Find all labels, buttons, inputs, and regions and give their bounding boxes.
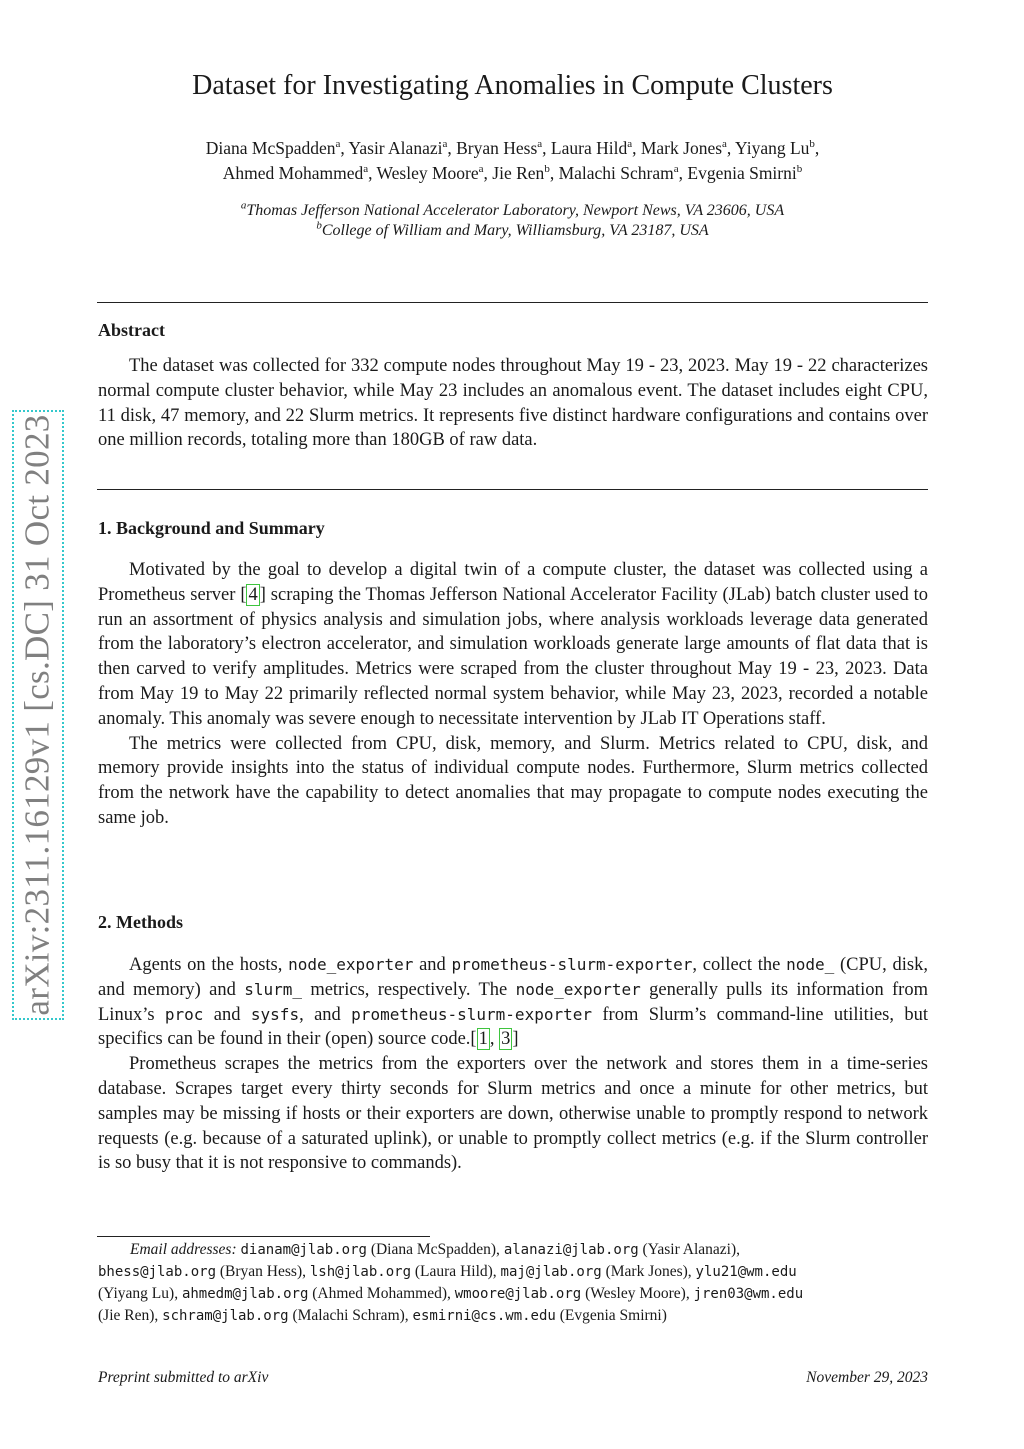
code-term: slurm_: [244, 979, 302, 999]
author-name: Laura Hild: [550, 138, 628, 158]
email-link[interactable]: jren03@wm.edu: [693, 1286, 804, 1302]
paper-title: Dataset for Investigating Anomalies in Compute Clusters: [192, 70, 833, 101]
author-affiliation-mark: a: [335, 138, 341, 151]
section-2-paragraph-1: [98, 953, 928, 1052]
text-run: , collect the: [692, 955, 787, 975]
affiliation-text: Thomas Jefferson National Accelerator Laboratory, Newport News, VA 23606, USA: [246, 202, 785, 219]
email-link[interactable]: ahmedm@jlab.org: [181, 1286, 309, 1302]
arxiv-identifier-text: arXiv:2311.16129v1 [cs.DC] 31 Oct 2023: [18, 414, 58, 1016]
citation-link[interactable]: 1: [478, 1029, 488, 1050]
email-owner: (Laura Hild),: [414, 1263, 497, 1280]
text-run: and: [203, 1004, 251, 1025]
author-line-2: Ahmed Mohammed$^a$, Wesley Moore$^a$, Jie Ren$^b$, Malachi Schram$^a$, Evgenia Smirni$^b$: [222, 163, 803, 183]
abstract-heading: Abstract: [98, 320, 165, 340]
author-affiliation-mark: a: [363, 163, 369, 176]
email-owner: (Yiyang Lu),: [98, 1285, 179, 1302]
author-affiliation-mark: b: [809, 138, 815, 151]
author-name: Wesley Moore: [376, 163, 479, 183]
email-owner: (Yasir Alanazi),: [642, 1241, 740, 1258]
author-name: Ahmed Mohammed: [222, 163, 364, 183]
code-term: prometheus-slurm-exporter: [451, 955, 693, 974]
email-footnote: [98, 1239, 928, 1327]
author-name: Evgenia Smirni: [687, 163, 797, 183]
text-run: generally pulls its information from Linux’s: [98, 979, 928, 1025]
text-run: ,: [489, 1029, 500, 1050]
author-name: Yasir Alanazi: [348, 138, 443, 158]
section-1-body: [98, 558, 928, 831]
code-term: prometheus-slurm-exporter: [351, 1004, 592, 1024]
email-link[interactable]: dianam@jlab.org: [240, 1242, 367, 1258]
email-owner: (Diana McSpadden),: [370, 1241, 500, 1258]
citation-link[interactable]: 4: [248, 584, 258, 605]
author-affiliation-mark: a: [722, 138, 727, 151]
abstract-bottom-rule: [97, 489, 928, 490]
footnote-label-text: Email addresses:: [130, 1241, 237, 1258]
affiliation-list: [97, 201, 928, 241]
section-1-heading: 1. Background and Summary: [98, 518, 325, 538]
section-1-paragraph-1: [98, 558, 928, 732]
author-affiliation-mark: a: [442, 138, 448, 151]
footnote-rule: [97, 1236, 430, 1237]
text-run: (CPU, disk, and memory) and: [98, 955, 928, 1000]
code-term: sysfs: [250, 1004, 300, 1024]
section-1-paragraph-2: The metrics were collected from CPU, disk, memory, and Slurm. Metrics related to CPU, disk, and memory provide insights into the status of individual compute nodes. Furthermore, Slurm metrics collected from the network have the capability to detect anomalies that may propagate to compute nodes executing the same job.: [98, 733, 928, 828]
abstract-paragraph: The dataset was collected for 332 compute nodes throughout May 19 - 23, 2023. May 19 - 22 characterizes normal compute cluster behavior, while May 23 includes an anomalous event. The dataset includes eight CPU, 11 disk, 47 memory, and 22 Slurm metrics. It represents five distinct hardware configurations and contains over one million records, totaling more than 180GB of raw data.: [98, 356, 928, 451]
text-run: ]: [512, 1029, 519, 1050]
author-affiliation-mark: a: [537, 138, 543, 151]
text-run: Motivated by the goal to develop a digital twin of a compute cluster, the dataset was collected using a Prometheus server [: [98, 560, 928, 605]
affiliation-b: [97, 221, 928, 241]
affiliation-mark: b: [316, 219, 322, 232]
author-list: [97, 136, 928, 186]
affiliation-text: College of William and Mary, Williamsburg, VA 23187, USA: [321, 222, 709, 239]
affiliation-a: [97, 201, 928, 221]
section-2-body: [98, 953, 928, 1176]
email-link[interactable]: esmirni@cs.wm.edu: [412, 1308, 556, 1324]
email-link[interactable]: wmoore@jlab.org: [454, 1286, 582, 1302]
arxiv-identifier-stamp: [12, 410, 64, 1020]
footer-date: November 29, 2023: [806, 1369, 928, 1386]
affiliation-mark: a: [240, 199, 247, 212]
email-owner: (Wesley Moore),: [585, 1285, 690, 1302]
author-affiliation-mark: a: [478, 163, 484, 176]
email-link[interactable]: alanazi@jlab.org: [503, 1242, 639, 1258]
email-owner: (Mark Jones),: [605, 1263, 692, 1280]
author-affiliation-mark: a: [627, 138, 633, 151]
footer-preprint-note: Preprint submitted to arXiv: [98, 1369, 269, 1386]
author-name: Malachi Schram: [558, 163, 674, 183]
text-run: , and: [299, 1004, 352, 1025]
email-owner: (Evgenia Smirni): [559, 1307, 667, 1324]
section-2-paragraph-2: Prometheus scrapes the metrics from the exporters over the network and stores them in a time-series database. Scrapes target every thirty seconds for Slurm metrics and once a minute for other metrics, but samples may be missing if hosts or their exporters are down, otherwise unable to promptly respond to network requests (e.g. because of a saturated uplink), or unable to promptly collect metrics (e.g. if the Slurm controller is so busy that it is not responsive to commands).: [98, 1054, 928, 1174]
email-link[interactable]: lsh@jlab.org: [309, 1264, 412, 1280]
email-link[interactable]: ylu21@wm.edu: [695, 1264, 797, 1280]
code-term: proc: [164, 1004, 204, 1024]
citation-link[interactable]: 3: [501, 1029, 511, 1050]
footnote-label: [98, 1241, 237, 1258]
email-link[interactable]: schram@jlab.org: [162, 1308, 289, 1324]
author-name: Bryan Hess: [456, 138, 538, 158]
section-2-heading: 2. Methods: [98, 912, 183, 932]
code-term: node_: [786, 955, 835, 974]
abstract-body: [98, 354, 928, 453]
email-link[interactable]: maj@jlab.org: [500, 1264, 602, 1280]
email-owner: (Ahmed Mohammed),: [312, 1285, 451, 1302]
author-line-1: Diana McSpadden$^a$, Yasir Alanazi$^a$, Bryan Hess$^a$, Laura Hild$^a$, Mark Jones$^a$, Yiyang Lu$^b$,: [205, 138, 820, 158]
author-affiliation-mark: b: [544, 163, 550, 176]
author-affiliation-mark: a: [673, 163, 679, 176]
author-name: Diana McSpadden: [205, 138, 336, 158]
code-term: node_exporter: [515, 979, 641, 999]
abstract-top-rule: [97, 302, 928, 303]
text-run: and: [413, 955, 452, 975]
email-owner: (Jie Ren),: [98, 1307, 159, 1324]
text-run: metrics, respectively. The: [302, 979, 516, 1000]
email-owner: (Malachi Schram),: [292, 1307, 409, 1324]
text-run: ] scraping the Thomas Jefferson National Accelerator Facility (JLab) batch cluster used to run an assortment of physics analysis and simulation jobs, where analysis workloads leverage data generated from the laboratory’s electron accelerator, and simulation workloads generate large amounts of flat data that is then carved to verify amplitudes. Metrics were scraped from the cluster throughout May 19 - 23, 2023. Data from May 19 to May 22 primarily reflected normal system behavior, while May 23, 2023, recorded a notable anomaly. This anomaly was severe enough to necessitate intervention by JLab IT Operations staff.: [98, 584, 928, 729]
author-name: Mark Jones: [640, 138, 723, 158]
author-name: Yiyang Lu: [735, 138, 810, 158]
email-owner: (Bryan Hess),: [219, 1263, 306, 1280]
author-name: Jie Ren: [492, 163, 545, 183]
email-link[interactable]: bhess@jlab.org: [98, 1264, 217, 1280]
text-run: from Slurm’s command-line utilities, but specifics can be found in their (open) source code.[: [98, 1004, 929, 1050]
text-run: Agents on the hosts,: [129, 955, 289, 975]
code-term: node_exporter: [288, 955, 414, 974]
author-affiliation-mark: b: [796, 163, 803, 176]
